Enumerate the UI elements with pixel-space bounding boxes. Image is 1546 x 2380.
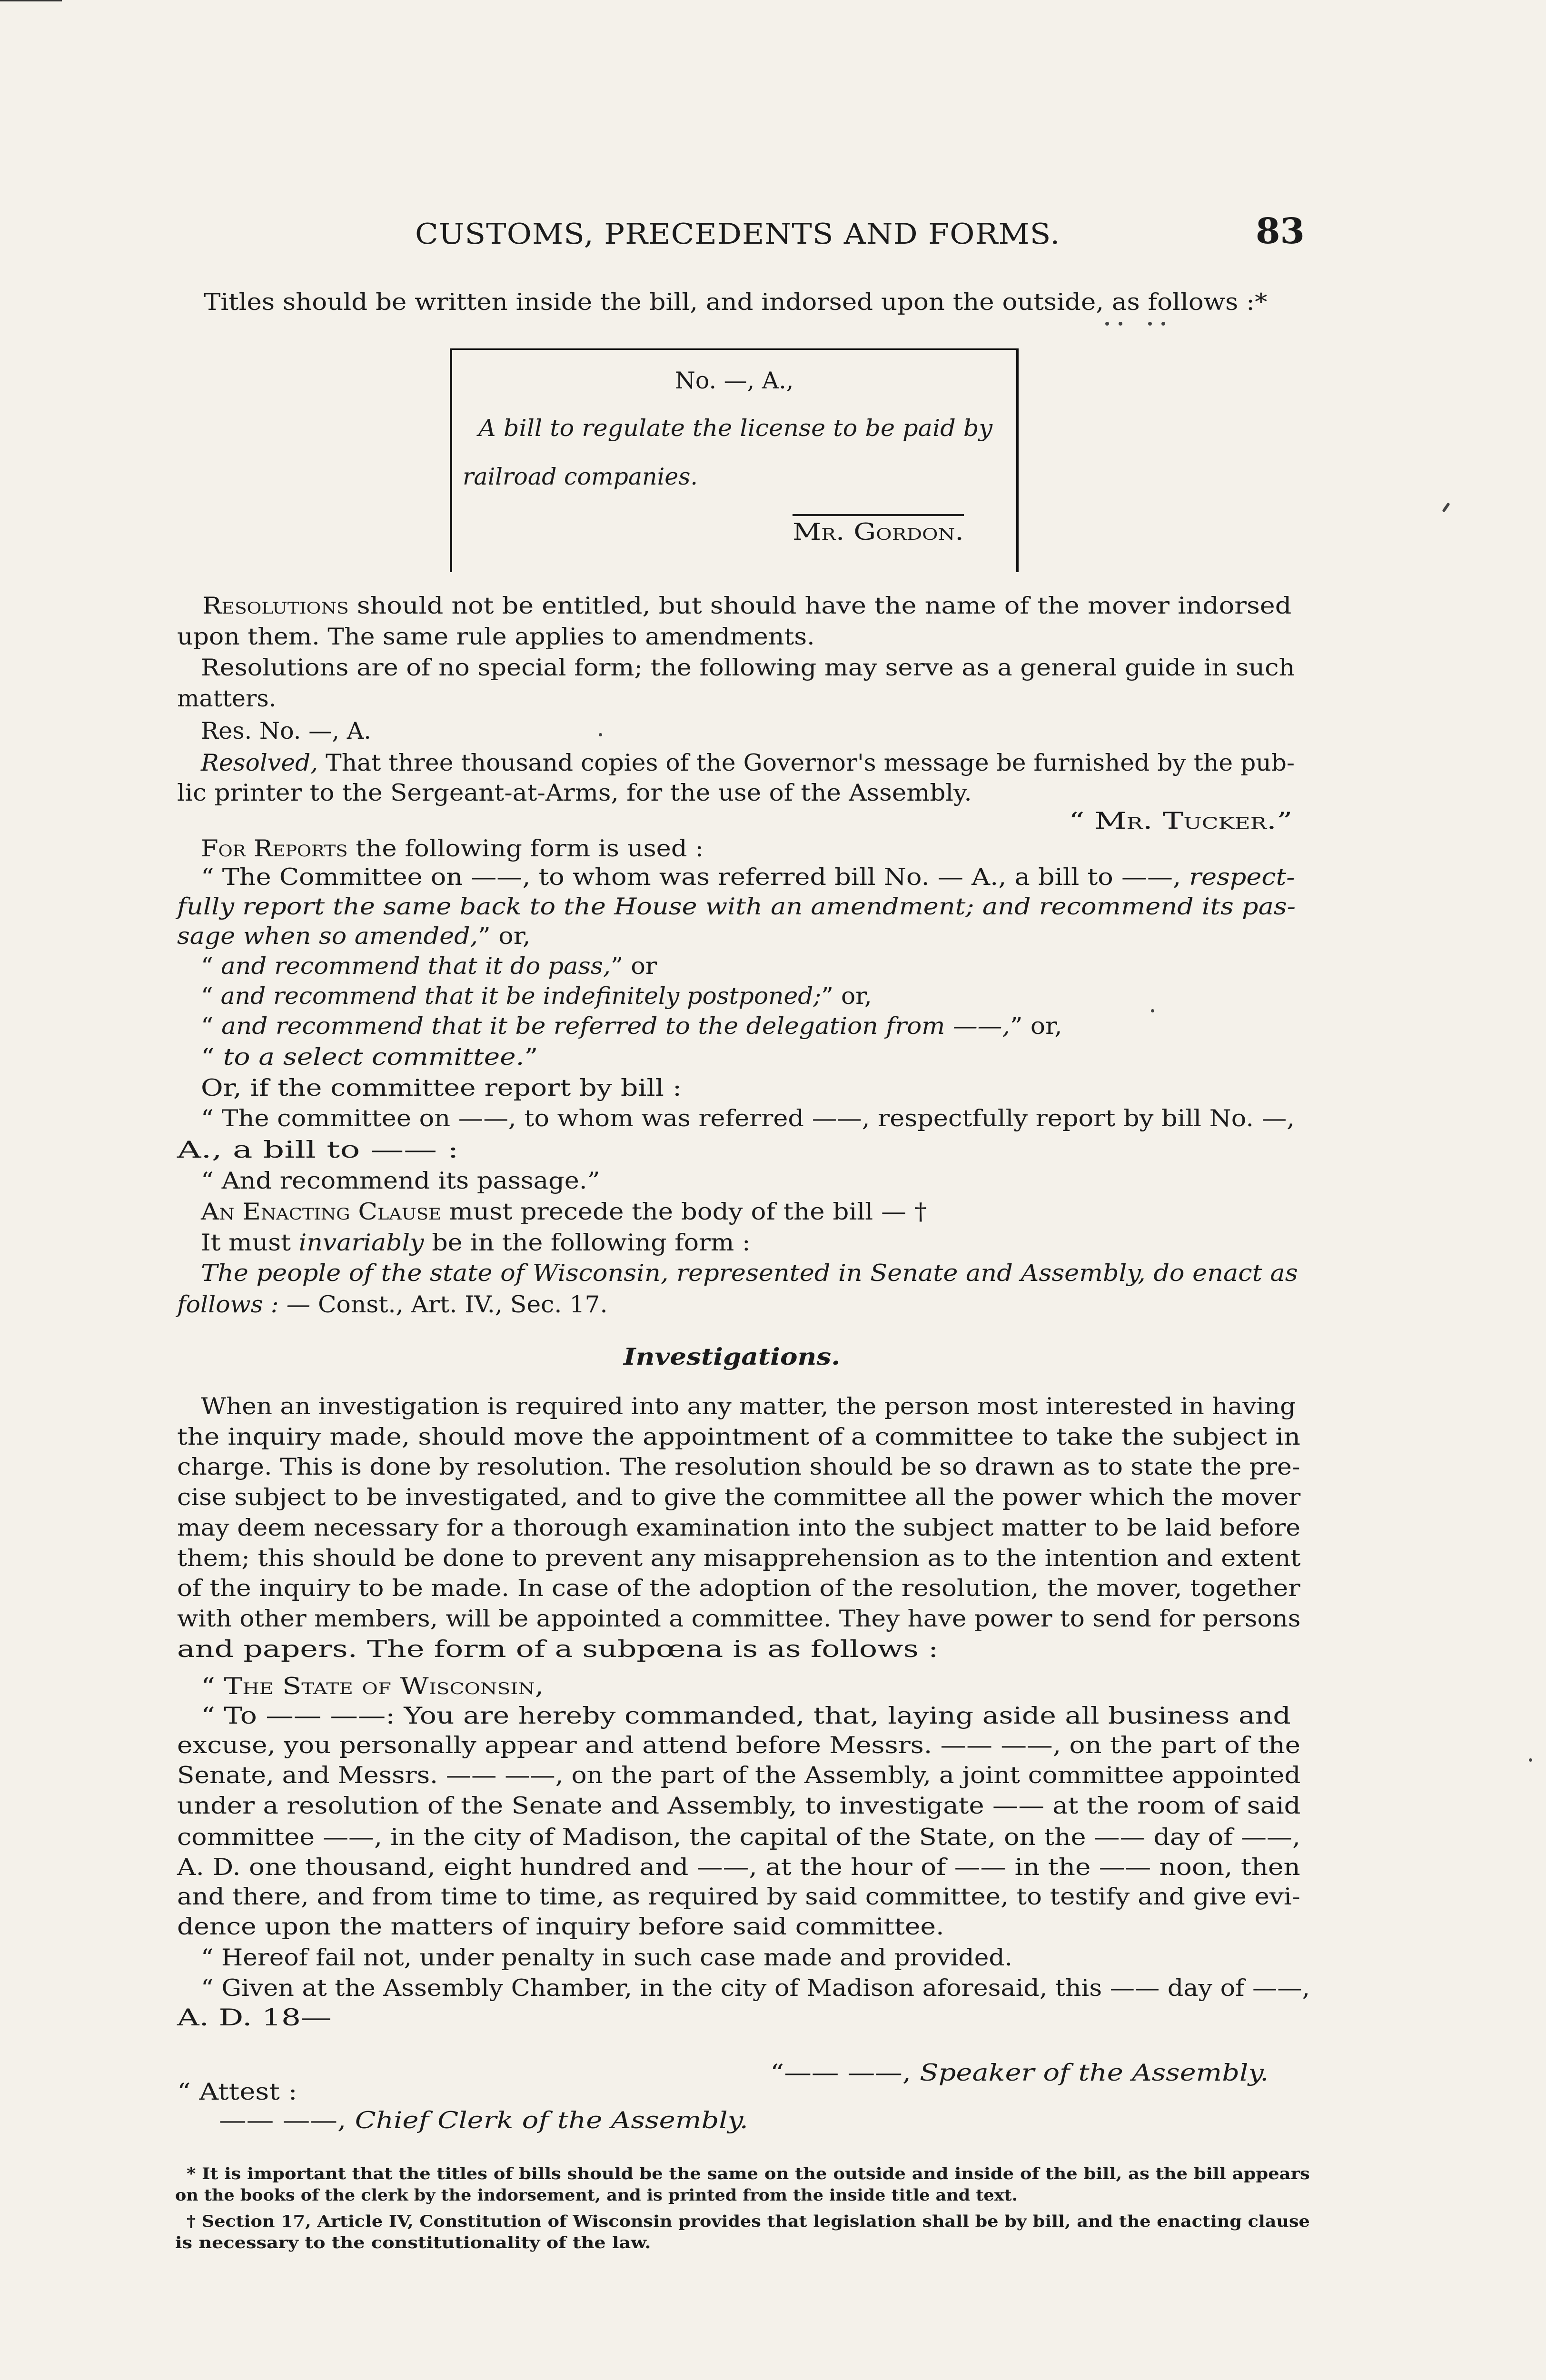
enacting-text: It must: [201, 1229, 299, 1256]
ink-speck: [599, 733, 602, 736]
quote-mark: “: [201, 1012, 221, 1040]
reports-text: ” or,: [1010, 1012, 1062, 1040]
enacting-italic: invariably: [298, 1229, 424, 1256]
ink-speck: [1105, 322, 1109, 326]
resolutions-text: should not be entitled, but should have the name of the mover indorsed: [348, 592, 1292, 619]
signature-blank: “—— ——,: [770, 2059, 920, 2086]
reports-line: [201, 834, 704, 863]
speaker-signature: [770, 2059, 1269, 2087]
subpoena-line: committee ——, in the city of Madison, the capital of the State, on the —— day of ——,: [177, 1824, 1300, 1851]
subpoena-line: Senate, and Messrs. —— ——, on the part of the Assembly, a joint committee appointed: [177, 1762, 1301, 1789]
enacting-line: [177, 1290, 608, 1319]
quote-mark: “: [201, 952, 221, 980]
investigations-line: When an investigation is required into any matter, the person most interested in having: [201, 1393, 1296, 1420]
reports-italic: and recommend that it do pass,: [221, 952, 611, 980]
reports-text: ” or,: [821, 982, 872, 1010]
reports-line: [201, 863, 1295, 892]
reports-head: For Reports: [201, 835, 348, 862]
investigations-line: them; this should be done to prevent any misapprehension as to the intention and extent: [177, 1544, 1301, 1572]
bill-title-line-2: railroad companies.: [463, 463, 698, 490]
subpoena-line: excuse, you personally appear and attend before Messrs. —— ——, on the part of the: [177, 1732, 1301, 1759]
investigations-line: charge. This is done by resolution. The resolution should be so drawn as to state the pre-: [177, 1453, 1300, 1481]
investigations-line: of the inquiry to be made. In case of the adoption of the resolution, the mover, together: [177, 1575, 1300, 1602]
quote-mark: “: [201, 1043, 223, 1071]
resolutions-line: lic printer to the Sergeant-at-Arms, for the use of the Assembly.: [177, 779, 972, 806]
ink-speck: [1148, 322, 1152, 326]
reports-line: “ The committee on ——, to whom was referred ——, respectfully report by bill No. —,: [201, 1105, 1295, 1132]
resolutions-head: Resolutions: [202, 592, 349, 619]
resolved-word: Resolved,: [201, 749, 318, 776]
resolution-number: Res. No. —, A.: [201, 717, 371, 744]
running-header: CUSTOMS, PRECEDENTS AND FORMS.: [415, 218, 1060, 251]
reports-line: [201, 952, 657, 981]
intro-line: Titles should be written inside the bill, and indorsed upon the outside, as follows :*: [204, 288, 1268, 316]
enacting-formula: The people of the state of Wisconsin, represented in Senate and Assembly, do enact as: [201, 1259, 1298, 1287]
footnote-2-cont: is necessary to the constitutionality of the law.: [175, 2233, 651, 2252]
signature-blank: —— ——,: [219, 2107, 355, 2134]
footnote-rule: [0, 0, 62, 1]
bill-title-line-1: A bill to regulate the license to be paid by: [478, 415, 993, 442]
reports-line: [201, 982, 872, 1011]
subpoena-state: “ The State of Wisconsin,: [201, 1673, 544, 1700]
investigations-line: cise subject to be investigated, and to give the committee all the power which the mover: [177, 1484, 1301, 1511]
reports-text: ” or,: [478, 922, 531, 950]
resolutions-line: upon them. The same rule applies to amendments.: [177, 623, 815, 650]
enacting-text: be in the following form :: [424, 1229, 751, 1256]
footnote-2: † Section 17, Article IV, Constitution of Wisconsin provides that legislation shall be by bill, and the enacting clause: [187, 2212, 1310, 2231]
reports-text: ”: [524, 1043, 538, 1071]
subpoena-line: “ Hereof fail not, under penalty in such case made and provided.: [201, 1944, 1013, 1971]
reports-line: [201, 1043, 538, 1071]
mover-rule: [793, 514, 964, 516]
investigations-line: and papers. The form of a subpœna is as follows :: [177, 1635, 939, 1663]
attest-label: “ Attest :: [177, 2078, 297, 2105]
ink-speck: [1529, 1758, 1532, 1762]
subpoena-line: A. D. one thousand, eight hundred and ——, at the hour of —— in the —— noon, then: [177, 1854, 1300, 1881]
resolution-signature: “ Mr. Tucker.”: [1069, 807, 1293, 834]
ink-speck: [1161, 322, 1165, 326]
reports-text: “ The Committee on ——, to whom was referred bill No. — A., a bill to ——,: [201, 863, 1189, 891]
footnote-1-cont: on the books of the clerk by the indorsement, and is printed from the inside title and text.: [175, 2186, 1018, 2205]
reports-italic: to a select committee.: [223, 1043, 525, 1071]
reports-text: the following form is used :: [347, 835, 704, 862]
bill-mover: Mr. Gordon.: [793, 518, 964, 545]
investigations-line: with other members, will be appointed a committee. They have power to send for persons: [177, 1605, 1301, 1632]
reports-italic: respect-: [1189, 863, 1295, 891]
reports-italic: and recommend that it be indefinitely postponed;: [220, 982, 822, 1010]
reports-italic: and recommend that it be referred to the delegation from ——,: [221, 1012, 1010, 1040]
reports-line: [201, 1012, 1062, 1041]
reports-line: fully report the same back to the House with an amendment; and recommend its pas-: [177, 893, 1296, 920]
enacting-head: An Enacting Clause: [201, 1198, 441, 1225]
ink-speck: [1119, 322, 1122, 326]
subpoena-line: A. D. 18—: [177, 2004, 332, 2031]
enacting-line: [201, 1229, 751, 1257]
enacting-line: [201, 1198, 927, 1226]
resolutions-line: [201, 749, 1295, 777]
bill-number: No. —, A.,: [675, 367, 794, 394]
speaker-title: Speaker of the Assembly.: [920, 2059, 1269, 2086]
reports-line: [177, 922, 531, 951]
ink-speck: [1151, 1009, 1154, 1012]
enacting-italic: follows : —: [177, 1291, 318, 1318]
subpoena-line: and there, and from time to time, as required by said committee, to testify and give evi-: [177, 1883, 1300, 1910]
resolutions-line: Resolutions are of no special form; the following may serve as a general guide in such: [201, 654, 1295, 681]
clerk-title: Chief Clerk of the Assembly.: [355, 2107, 748, 2134]
enacting-text: must precede the body of the bill — †: [441, 1198, 927, 1225]
reports-line: Or, if the committee report by bill :: [201, 1074, 682, 1101]
investigations-line: the inquiry made, should move the appointment of a committee to take the subject in: [177, 1423, 1300, 1450]
resolutions-text: That three thousand copies of the Governor's message be furnished by the pub-: [318, 749, 1295, 776]
footnote-1: * It is important that the titles of bills should be the same on the outside and inside of the bill, as the bill appears: [187, 2164, 1310, 2183]
reports-line: A., a bill to —— :: [177, 1136, 459, 1163]
investigations-heading: Investigations.: [624, 1343, 841, 1370]
subpoena-line: “ Given at the Assembly Chamber, in the city of Madison aforesaid, this —— day of ——,: [201, 1974, 1310, 2002]
subpoena-line: dence upon the matters of inquiry before said committee.: [177, 1913, 944, 1940]
ink-speck: [1442, 502, 1450, 512]
page-number: 83: [1256, 211, 1305, 252]
reports-text: ” or: [610, 952, 657, 980]
clerk-signature: [219, 2106, 748, 2135]
resolutions-line: [202, 592, 1291, 620]
enacting-citation: Const., Art. IV., Sec. 17.: [317, 1291, 608, 1318]
quote-mark: “: [201, 982, 221, 1010]
reports-italic: sage when so amended,: [177, 922, 478, 950]
reports-line: “ And recommend its passage.”: [201, 1167, 600, 1194]
resolutions-line: matters.: [177, 685, 277, 712]
subpoena-line: under a resolution of the Senate and Assembly, to investigate —— at the room of said: [177, 1792, 1301, 1819]
subpoena-line: “ To —— ——: You are hereby commanded, that, laying aside all business and: [201, 1702, 1291, 1729]
investigations-line: may deem necessary for a thorough examination into the subject matter to be laid before: [177, 1514, 1301, 1541]
